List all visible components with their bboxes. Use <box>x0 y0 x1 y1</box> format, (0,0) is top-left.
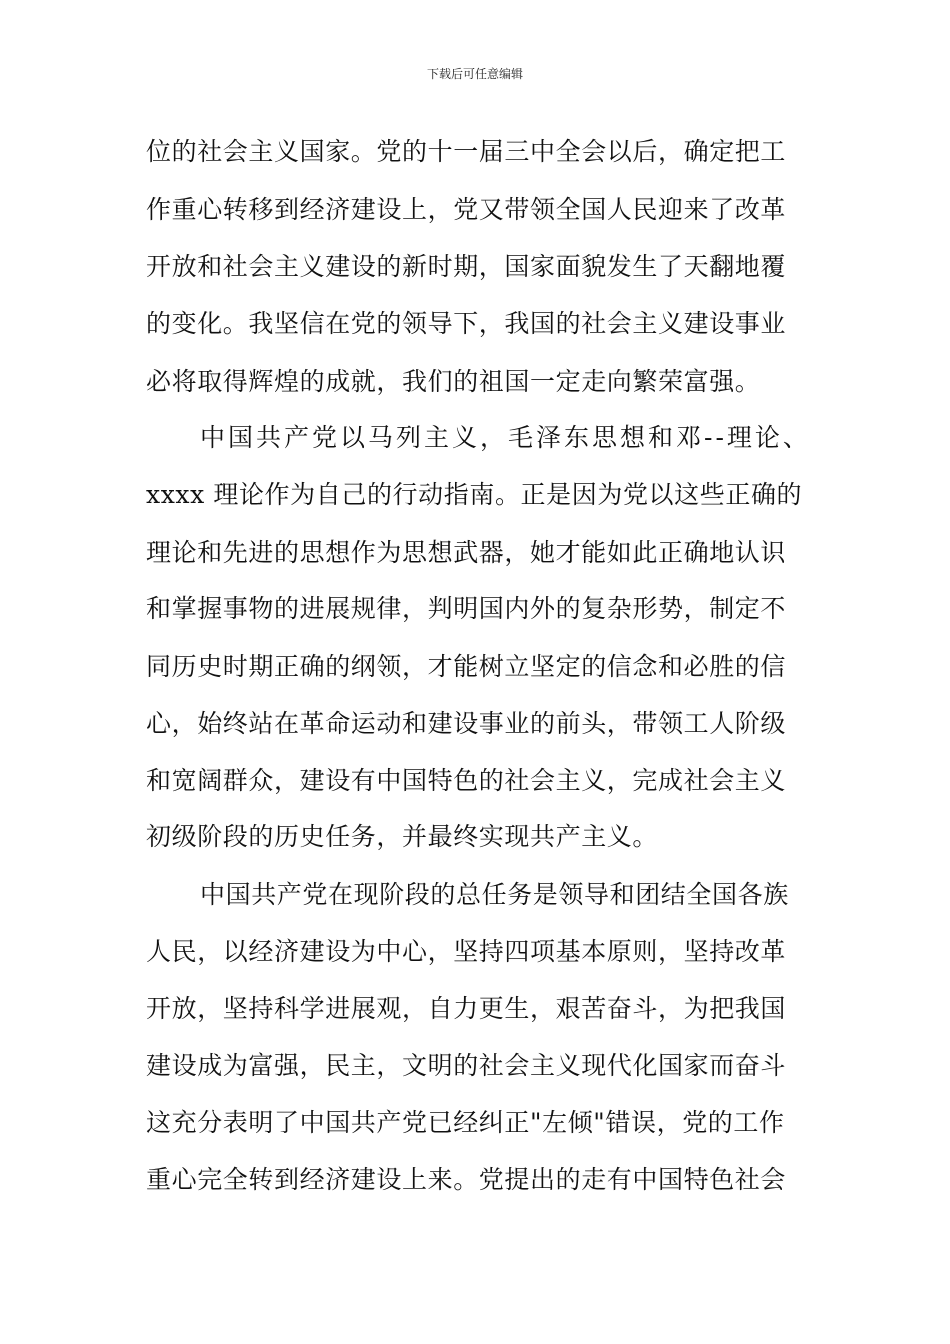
body-line: 建设成为富强，民主，文明的社会主义现代化国家而奋斗 <box>146 1051 787 1080</box>
body-line: xxxx 理论作为自己的行动指南。正是因为党以这些正确的 <box>146 480 803 509</box>
page-header: 下载后可任意编辑 <box>426 67 523 81</box>
body-line: 开放和社会主义建设的新时期，国家面貌发生了天翻地覆 <box>146 252 787 281</box>
body-line: 开放，坚持科学进展观，自力更生，艰苦奋斗，为把我国 <box>146 994 787 1023</box>
body-line: 作重心转移到经济建设上，党又带领全国人民迎来了改革 <box>146 195 787 224</box>
body-line: 重心完全转到经济建设上来。党提出的走有中国特色社会 <box>146 1165 787 1194</box>
body-line: 和掌握事物的进展规律，判明国内外的复杂形势，制定不 <box>146 594 787 623</box>
body-line: 初级阶段的历史任务，并最终实现共产主义。 <box>146 822 659 851</box>
body-line: 这充分表明了中国共产党已经纠正"左倾"错误，党的工作 <box>146 1108 785 1137</box>
body-line: 位的社会主义国家。党的十一届三中全会以后，确定把工 <box>146 137 787 166</box>
body-line: 心，始终站在革命运动和建设事业的前头，带领工人阶级 <box>146 709 787 738</box>
paragraph-first-line: 中国共产党在现阶段的总任务是领导和团结全国各族 <box>200 880 789 909</box>
body-line: 理论和先进的思想作为思想武器，她才能如此正确地认识 <box>146 538 787 567</box>
body-line: 的变化。我坚信在党的领导下，我国的社会主义建设事业 <box>146 309 787 338</box>
body-line: 同历史时期正确的纲领，才能树立坚定的信念和必胜的信 <box>146 652 787 681</box>
body-line: 人民，以经济建设为中心，坚持四项基本原则，坚持改革 <box>146 937 787 966</box>
body-line: 和宽阔群众，建设有中国特色的社会主义，完成社会主义 <box>146 766 787 795</box>
body-line: 必将取得辉煌的成就，我们的祖国一定走向繁荣富强。 <box>146 367 761 396</box>
paragraph-first-line: 中国共产党以马列主义，毛泽东思想和邓--理论、 <box>200 423 811 452</box>
